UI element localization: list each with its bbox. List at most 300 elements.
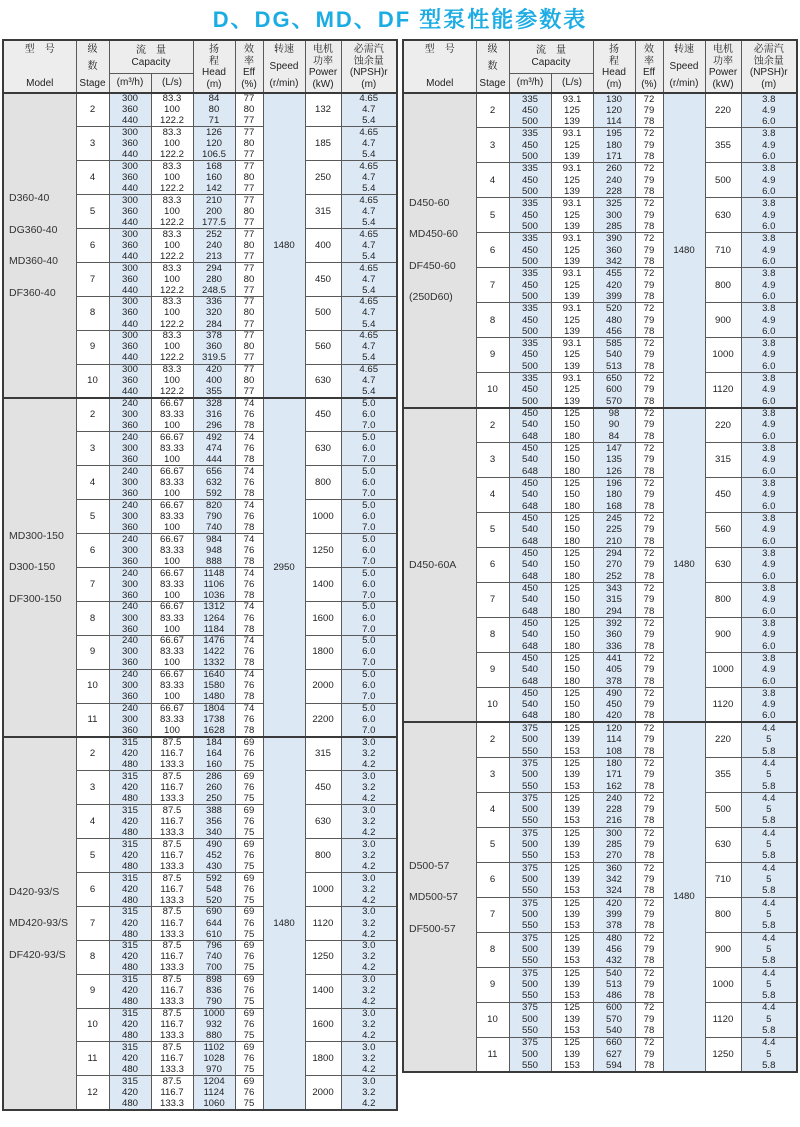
flow-m3h-cell: 450	[509, 105, 551, 117]
flow-ls-cell: 153	[551, 886, 593, 898]
header-capacity-unit: (m³/h)	[509, 73, 551, 93]
flow-ls-cell: 100	[151, 274, 193, 285]
flow-m3h-cell: 420	[109, 748, 151, 759]
flow-m3h-cell: 550	[509, 956, 551, 968]
head-cell: 108	[593, 746, 635, 758]
stage-cell: 4	[76, 161, 109, 195]
npsh-cell: 5.4	[341, 116, 397, 127]
performance-table-left-host	[2, 39, 398, 1111]
head-cell: 1102	[193, 1042, 235, 1053]
power-cell: 1800	[305, 1042, 341, 1076]
head-cell: 284	[193, 319, 235, 330]
npsh-cell: 5.8	[741, 851, 797, 863]
header-eff	[635, 40, 663, 93]
flow-m3h-cell: 540	[509, 629, 551, 641]
power-cell: 1000	[305, 500, 341, 534]
header-capacity-unit: (L/s)	[151, 73, 193, 93]
head-cell: 315	[593, 594, 635, 606]
eff-cell: 80	[235, 172, 263, 183]
flow-m3h-cell: 550	[509, 746, 551, 758]
flow-m3h-cell: 335	[509, 268, 551, 280]
npsh-cell: 6.0	[341, 680, 397, 691]
npsh-cell: 4.2	[341, 861, 397, 872]
flow-ls-cell: 93.1	[551, 268, 593, 280]
eff-cell: 78	[635, 956, 663, 968]
eff-cell: 79	[635, 175, 663, 187]
header-model-lines	[4, 42, 76, 91]
npsh-cell: 7.0	[341, 556, 397, 567]
flow-ls-cell: 100	[151, 556, 193, 567]
flow-m3h-cell: 540	[509, 559, 551, 571]
flow-ls-cell: 180	[551, 466, 593, 478]
npsh-cell: 6.0	[741, 501, 797, 513]
head-cell: 480	[593, 314, 635, 326]
power-cell: 400	[305, 229, 341, 263]
npsh-cell: 6.0	[741, 151, 797, 163]
flow-ls-cell: 125	[551, 827, 593, 839]
flow-ls-cell: 66.67	[151, 601, 193, 612]
stage-cell: 5	[476, 827, 509, 862]
flow-ls-cell: 180	[551, 431, 593, 443]
eff-cell: 78	[635, 711, 663, 723]
npsh-cell: 5	[741, 804, 797, 816]
npsh-cell: 6.0	[341, 409, 397, 420]
flow-m3h-cell: 450	[509, 478, 551, 490]
npsh-cell: 3.2	[341, 748, 397, 759]
header-row-main	[3, 40, 397, 73]
flow-ls-cell: 66.67	[151, 635, 193, 646]
stage-cell: 7	[76, 567, 109, 601]
header-line: Stage	[79, 77, 106, 89]
head-cell: 378	[593, 676, 635, 688]
flow-m3h-cell: 480	[109, 793, 151, 804]
model-label: DF360-40	[9, 286, 56, 299]
eff-cell: 79	[635, 944, 663, 956]
head-cell: 120	[593, 722, 635, 734]
npsh-cell: 3.2	[341, 952, 397, 963]
power-cell: 500	[705, 792, 741, 827]
flow-m3h-cell: 420	[109, 952, 151, 963]
flow-ls-cell: 87.5	[151, 805, 193, 816]
head-cell: 340	[193, 827, 235, 838]
stage-cell: 5	[476, 198, 509, 233]
flow-m3h-cell: 300	[109, 613, 151, 624]
flow-ls-cell: 83.3	[151, 161, 193, 172]
speed-cell: 1480	[663, 722, 705, 1072]
head-cell: 356	[193, 816, 235, 827]
eff-cell: 75	[235, 793, 263, 804]
flow-ls-cell: 93.1	[551, 163, 593, 175]
model-cell	[3, 737, 76, 1110]
flow-ls-cell: 139	[551, 256, 593, 268]
flow-ls-cell: 93.1	[551, 373, 593, 385]
eff-cell: 78	[635, 1026, 663, 1038]
model-label: DG360-40	[9, 223, 58, 236]
header-line: 必需汽	[753, 44, 784, 55]
npsh-cell: 5.8	[741, 886, 797, 898]
header-line: Speed	[269, 60, 299, 72]
header-line: (%)	[241, 78, 257, 90]
npsh-cell: 5.4	[341, 387, 397, 398]
flow-m3h-cell: 315	[109, 1008, 151, 1019]
pump-performance-table-left	[2, 39, 398, 1111]
flow-ls-cell: 125	[551, 548, 593, 560]
flow-ls-cell: 133.3	[151, 861, 193, 872]
eff-cell: 78	[635, 746, 663, 758]
model-label: DF420-93/S	[9, 948, 66, 961]
npsh-cell: 5.4	[341, 149, 397, 160]
table-header	[403, 40, 797, 93]
head-cell: 120	[593, 105, 635, 117]
power-cell: 800	[705, 268, 741, 303]
flow-m3h-cell: 315	[109, 839, 151, 850]
head-cell: 270	[593, 851, 635, 863]
eff-cell: 72	[635, 233, 663, 245]
stage-cell: 9	[476, 967, 509, 1002]
flow-m3h-cell: 300	[109, 714, 151, 725]
flow-m3h-cell: 440	[109, 217, 151, 228]
stage-cell: 8	[76, 940, 109, 974]
flow-m3h-cell: 480	[109, 760, 151, 771]
flow-ls-cell: 125	[551, 349, 593, 361]
npsh-cell: 6.0	[341, 647, 397, 658]
power-cell: 900	[705, 932, 741, 967]
npsh-cell: 5.4	[341, 217, 397, 228]
head-cell: 486	[593, 991, 635, 1003]
eff-cell: 76	[235, 545, 263, 556]
flow-ls-cell: 100	[151, 308, 193, 319]
flow-m3h-cell: 450	[509, 548, 551, 560]
flow-ls-cell: 100	[151, 590, 193, 601]
flow-m3h-cell: 440	[109, 353, 151, 364]
flow-ls-cell: 125	[551, 513, 593, 525]
head-cell: 932	[193, 1019, 235, 1030]
npsh-cell: 3.2	[341, 884, 397, 895]
npsh-cell: 3.8	[741, 233, 797, 245]
flow-ls-cell: 133.3	[151, 827, 193, 838]
npsh-cell: 5	[741, 944, 797, 956]
npsh-cell: 5.8	[741, 816, 797, 828]
flow-m3h-cell: 360	[109, 274, 151, 285]
eff-cell: 74	[235, 432, 263, 443]
npsh-cell: 3.8	[741, 198, 797, 210]
head-cell: 627	[593, 1049, 635, 1061]
stage-cell: 3	[476, 443, 509, 478]
head-cell: 280	[193, 274, 235, 285]
flow-m3h-cell: 375	[509, 792, 551, 804]
model-labels	[4, 193, 76, 298]
flow-ls-cell: 125	[551, 862, 593, 874]
flow-ls-cell: 153	[551, 851, 593, 863]
flow-m3h-cell: 360	[109, 522, 151, 533]
flow-m3h-cell: 335	[509, 233, 551, 245]
header-line: (m)	[361, 78, 377, 90]
npsh-cell: 5	[741, 1014, 797, 1026]
npsh-cell: 4.2	[341, 929, 397, 940]
head-cell: 540	[593, 1026, 635, 1038]
flow-m3h-cell: 240	[109, 567, 151, 578]
flow-m3h-cell: 240	[109, 669, 151, 680]
power-cell: 800	[705, 583, 741, 618]
npsh-cell: 4.9	[741, 314, 797, 326]
flow-ls-cell: 125	[551, 280, 593, 292]
flow-ls-cell: 83.3	[151, 93, 193, 104]
flow-ls-cell: 93.1	[551, 198, 593, 210]
eff-cell: 77	[235, 116, 263, 127]
npsh-cell: 4.65	[341, 330, 397, 341]
model-label: MD420-93/S	[9, 917, 68, 930]
flow-ls-cell: 87.5	[151, 940, 193, 951]
data-row	[3, 737, 397, 748]
head-cell: 399	[593, 291, 635, 303]
header-line: 扬	[209, 44, 219, 55]
flow-ls-cell: 125	[551, 408, 593, 420]
flow-ls-cell: 153	[551, 746, 593, 758]
header-line: Speed	[669, 60, 699, 72]
eff-cell: 69	[235, 1042, 263, 1053]
head-cell: 250	[193, 793, 235, 804]
eff-cell: 78	[635, 781, 663, 793]
flow-m3h-cell: 480	[109, 827, 151, 838]
page	[0, 3, 800, 1127]
header-line: 转速	[274, 44, 294, 55]
stage-cell: 3	[76, 771, 109, 805]
eff-cell: 72	[635, 408, 663, 420]
flow-m3h-cell: 450	[509, 349, 551, 361]
model-label: MD500-57	[409, 891, 459, 904]
head-cell: 252	[593, 571, 635, 583]
head-cell: 700	[193, 963, 235, 974]
eff-cell: 79	[635, 489, 663, 501]
eff-cell: 79	[635, 734, 663, 746]
eff-cell: 78	[635, 816, 663, 828]
npsh-cell: 6.0	[741, 466, 797, 478]
npsh-cell: 5.0	[341, 703, 397, 714]
flow-m3h-cell: 480	[109, 963, 151, 974]
head-cell: 196	[593, 478, 635, 490]
flow-m3h-cell: 420	[109, 985, 151, 996]
head-cell: 600	[593, 1002, 635, 1014]
head-cell: 177.5	[193, 217, 235, 228]
data-row	[3, 398, 397, 409]
eff-cell: 75	[235, 895, 263, 906]
npsh-cell: 5.8	[741, 781, 797, 793]
tables-container	[0, 39, 800, 1111]
flow-m3h-cell: 420	[109, 782, 151, 793]
flow-m3h-cell: 360	[109, 206, 151, 217]
npsh-cell: 3.0	[341, 872, 397, 883]
stage-cell: 10	[76, 669, 109, 703]
eff-cell: 69	[235, 771, 263, 782]
npsh-cell: 6.0	[741, 186, 797, 198]
flow-m3h-cell: 420	[109, 816, 151, 827]
npsh-cell: 6.0	[341, 613, 397, 624]
npsh-cell: 3.8	[741, 618, 797, 630]
npsh-cell: 4.4	[741, 862, 797, 874]
flow-m3h-cell: 360	[109, 240, 151, 251]
eff-cell: 80	[235, 206, 263, 217]
header-line: (kW)	[712, 78, 734, 90]
header-stage-lines	[477, 42, 509, 91]
flow-ls-cell: 83.33	[151, 579, 193, 590]
npsh-cell: 4.2	[341, 997, 397, 1008]
flow-ls-cell: 180	[551, 676, 593, 688]
flow-m3h-cell: 300	[109, 296, 151, 307]
npsh-cell: 6.0	[741, 676, 797, 688]
power-cell: 1250	[705, 1037, 741, 1072]
head-cell: 1628	[193, 726, 235, 737]
flow-m3h-cell: 500	[509, 839, 551, 851]
flow-ls-cell: 139	[551, 979, 593, 991]
eff-cell: 77	[235, 161, 263, 172]
flow-ls-cell: 83.33	[151, 647, 193, 658]
npsh-cell: 4.2	[341, 793, 397, 804]
data-row	[403, 722, 797, 734]
eff-cell: 80	[235, 308, 263, 319]
flow-ls-cell: 100	[151, 240, 193, 251]
head-cell: 570	[593, 396, 635, 408]
flow-m3h-cell: 500	[509, 221, 551, 233]
flow-ls-cell: 139	[551, 944, 593, 956]
flow-ls-cell: 93.1	[551, 338, 593, 350]
npsh-cell: 5	[741, 734, 797, 746]
npsh-cell: 4.7	[341, 240, 397, 251]
stage-cell: 6	[476, 233, 509, 268]
header-line: Power	[308, 67, 338, 78]
flow-m3h-cell: 550	[509, 851, 551, 863]
flow-m3h-cell: 240	[109, 601, 151, 612]
head-cell: 120	[193, 138, 235, 149]
eff-cell: 75	[235, 997, 263, 1008]
flow-ls-cell: 125	[551, 314, 593, 326]
eff-cell: 72	[635, 128, 663, 140]
flow-ls-cell: 122.2	[151, 319, 193, 330]
head-cell: 455	[593, 268, 635, 280]
flow-m3h-cell: 240	[109, 500, 151, 511]
flow-ls-cell: 100	[151, 421, 193, 432]
head-cell: 355	[193, 387, 235, 398]
head-cell: 984	[193, 534, 235, 545]
head-cell: 294	[593, 548, 635, 560]
header-npsh-lines	[342, 42, 397, 91]
head-cell: 520	[193, 895, 235, 906]
flow-m3h-cell: 375	[509, 757, 551, 769]
eff-cell: 79	[635, 384, 663, 396]
npsh-cell: 3.8	[741, 303, 797, 315]
header-capacity-lines	[510, 42, 593, 72]
stage-cell: 4	[76, 805, 109, 839]
npsh-cell: 4.9	[741, 175, 797, 187]
eff-cell: 72	[635, 163, 663, 175]
head-cell: 126	[593, 466, 635, 478]
npsh-cell: 6.0	[741, 221, 797, 233]
eff-cell: 76	[235, 1053, 263, 1064]
stage-cell: 8	[76, 601, 109, 635]
power-cell: 800	[705, 897, 741, 932]
npsh-cell: 4.9	[741, 559, 797, 571]
flow-m3h-cell: 500	[509, 734, 551, 746]
flow-ls-cell: 100	[151, 488, 193, 499]
npsh-cell: 5.0	[341, 601, 397, 612]
eff-cell: 79	[635, 909, 663, 921]
flow-m3h-cell: 240	[109, 466, 151, 477]
flow-m3h-cell: 500	[509, 1049, 551, 1061]
eff-cell: 72	[635, 513, 663, 525]
flow-m3h-cell: 550	[509, 1060, 551, 1072]
flow-m3h-cell: 440	[109, 387, 151, 398]
flow-ls-cell: 100	[151, 455, 193, 466]
header-stage	[476, 40, 509, 93]
head-cell: 336	[593, 641, 635, 653]
eff-cell: 72	[635, 93, 663, 105]
flow-m3h-cell: 335	[509, 198, 551, 210]
power-cell: 250	[305, 161, 341, 195]
eff-cell: 74	[235, 601, 263, 612]
eff-cell: 77	[235, 296, 263, 307]
head-cell: 200	[193, 206, 235, 217]
flow-m3h-cell: 360	[109, 455, 151, 466]
header-npsh	[341, 40, 397, 93]
eff-cell: 78	[635, 291, 663, 303]
npsh-cell: 4.7	[341, 172, 397, 183]
flow-m3h-cell: 450	[509, 175, 551, 187]
model-labels	[4, 887, 76, 961]
npsh-cell: 6.0	[741, 606, 797, 618]
npsh-cell: 4.2	[341, 963, 397, 974]
flow-ls-cell: 100	[151, 658, 193, 669]
head-cell: 147	[593, 443, 635, 455]
eff-cell: 78	[635, 361, 663, 373]
flow-m3h-cell: 240	[109, 398, 151, 409]
eff-cell: 69	[235, 839, 263, 850]
power-cell: 560	[705, 513, 741, 548]
head-cell: 106.5	[193, 149, 235, 160]
power-cell: 1000	[705, 967, 741, 1002]
eff-cell: 72	[635, 967, 663, 979]
flow-m3h-cell: 480	[109, 929, 151, 940]
npsh-cell: 6.0	[741, 326, 797, 338]
head-cell: 456	[593, 944, 635, 956]
power-cell: 500	[305, 296, 341, 330]
power-cell: 800	[305, 466, 341, 500]
power-cell: 900	[705, 303, 741, 338]
head-cell: 450	[593, 699, 635, 711]
eff-cell: 75	[235, 929, 263, 940]
power-cell: 315	[705, 443, 741, 478]
npsh-cell: 4.7	[341, 138, 397, 149]
stage-cell: 5	[76, 195, 109, 229]
flow-m3h-cell: 335	[509, 338, 551, 350]
eff-cell: 77	[235, 319, 263, 330]
head-cell: 316	[193, 409, 235, 420]
flow-m3h-cell: 300	[109, 195, 151, 206]
eff-cell: 79	[635, 559, 663, 571]
head-cell: 336	[193, 296, 235, 307]
flow-m3h-cell: 300	[109, 579, 151, 590]
npsh-cell: 5.0	[341, 534, 397, 545]
flow-m3h-cell: 500	[509, 116, 551, 128]
power-cell: 315	[305, 737, 341, 771]
model-labels	[404, 861, 476, 935]
header-power-lines	[706, 42, 741, 91]
model-labels	[4, 531, 76, 605]
npsh-cell: 5	[741, 979, 797, 991]
npsh-cell: 4.65	[341, 195, 397, 206]
flow-ls-cell: 122.2	[151, 183, 193, 194]
flow-m3h-cell: 240	[109, 703, 151, 714]
eff-cell: 77	[235, 217, 263, 228]
head-cell: 285	[593, 221, 635, 233]
